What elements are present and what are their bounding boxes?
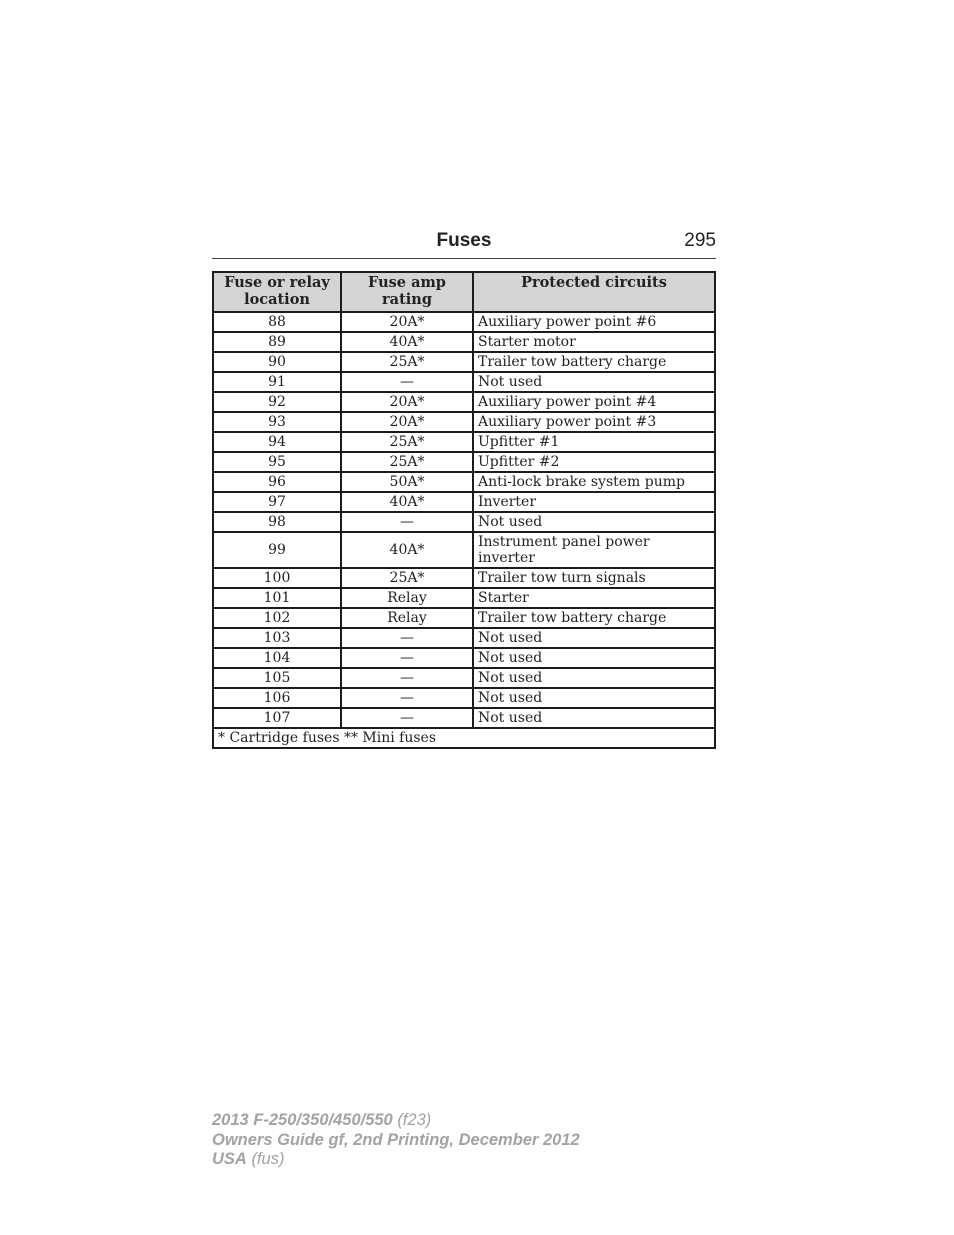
footer-model: 2013 F-250/350/450/550 bbox=[212, 1111, 393, 1129]
table-row bbox=[213, 628, 715, 648]
table-header-row bbox=[213, 272, 715, 312]
cell-location: 97 bbox=[213, 492, 341, 512]
table-row bbox=[213, 708, 715, 728]
cell-location: 93 bbox=[213, 412, 341, 432]
table-row bbox=[213, 688, 715, 708]
cell-location: 90 bbox=[213, 352, 341, 372]
cell-location: 101 bbox=[213, 588, 341, 608]
column-header-amp-rating: Fuse amp rating bbox=[341, 272, 473, 312]
cell-amp-rating: — bbox=[341, 372, 473, 392]
cell-amp-rating: — bbox=[341, 628, 473, 648]
cell-amp-rating: 25A* bbox=[341, 432, 473, 452]
cell-amp-rating: Relay bbox=[341, 608, 473, 628]
cell-protected-circuit: Trailer tow battery charge bbox=[473, 608, 715, 628]
table-row bbox=[213, 352, 715, 372]
footer-line-3 bbox=[212, 1150, 580, 1170]
table-row bbox=[213, 608, 715, 628]
cell-protected-circuit: Auxiliary power point #3 bbox=[473, 412, 715, 432]
table-row bbox=[213, 492, 715, 512]
table-row bbox=[213, 648, 715, 668]
cell-location: 95 bbox=[213, 452, 341, 472]
page-header bbox=[212, 228, 716, 259]
table-row bbox=[213, 568, 715, 588]
cell-protected-circuit: Not used bbox=[473, 372, 715, 392]
cell-location: 105 bbox=[213, 668, 341, 688]
column-header-protected-circuits: Protected circuits bbox=[473, 272, 715, 312]
page-footer bbox=[212, 1111, 580, 1170]
table-row bbox=[213, 512, 715, 532]
table-footnote: * Cartridge fuses ** Mini fuses bbox=[213, 728, 715, 748]
cell-protected-circuit: Anti-lock brake system pump bbox=[473, 472, 715, 492]
cell-protected-circuit: Not used bbox=[473, 628, 715, 648]
cell-amp-rating: 25A* bbox=[341, 568, 473, 588]
cell-location: 107 bbox=[213, 708, 341, 728]
table-row bbox=[213, 532, 715, 568]
cell-amp-rating: Relay bbox=[341, 588, 473, 608]
cell-amp-rating: — bbox=[341, 708, 473, 728]
cell-protected-circuit: Not used bbox=[473, 708, 715, 728]
table-row bbox=[213, 392, 715, 412]
cell-protected-circuit: Upfitter #2 bbox=[473, 452, 715, 472]
table-row bbox=[213, 312, 715, 332]
cell-location: 94 bbox=[213, 432, 341, 452]
footer-model-code: (f23) bbox=[397, 1111, 432, 1129]
table-footnote-row bbox=[213, 728, 715, 748]
table-body bbox=[213, 312, 715, 728]
column-header-location: Fuse or relay location bbox=[213, 272, 341, 312]
cell-location: 96 bbox=[213, 472, 341, 492]
cell-amp-rating: 50A* bbox=[341, 472, 473, 492]
footer-line-1 bbox=[212, 1111, 580, 1131]
cell-amp-rating: — bbox=[341, 688, 473, 708]
cell-amp-rating: 20A* bbox=[341, 412, 473, 432]
cell-location: 88 bbox=[213, 312, 341, 332]
cell-protected-circuit: Not used bbox=[473, 512, 715, 532]
table-row bbox=[213, 472, 715, 492]
cell-location: 91 bbox=[213, 372, 341, 392]
table-row bbox=[213, 412, 715, 432]
cell-protected-circuit: Starter motor bbox=[473, 332, 715, 352]
cell-protected-circuit: Instrument panel power inverter bbox=[473, 532, 715, 568]
footer-edition: Owners Guide gf, 2nd Printing, December 2012 bbox=[212, 1130, 580, 1149]
table-row bbox=[213, 668, 715, 688]
cell-location: 104 bbox=[213, 648, 341, 668]
cell-amp-rating: — bbox=[341, 648, 473, 668]
cell-amp-rating: — bbox=[341, 512, 473, 532]
cell-protected-circuit: Not used bbox=[473, 668, 715, 688]
cell-amp-rating: 20A* bbox=[341, 312, 473, 332]
cell-amp-rating: 40A* bbox=[341, 532, 473, 568]
table-row bbox=[213, 372, 715, 392]
cell-amp-rating: 20A* bbox=[341, 392, 473, 412]
cell-amp-rating: 40A* bbox=[341, 332, 473, 352]
table-row bbox=[213, 452, 715, 472]
footer-market: USA bbox=[212, 1150, 247, 1168]
cell-location: 102 bbox=[213, 608, 341, 628]
table-row bbox=[213, 432, 715, 452]
cell-amp-rating: 25A* bbox=[341, 452, 473, 472]
cell-location: 106 bbox=[213, 688, 341, 708]
table-row bbox=[213, 588, 715, 608]
cell-protected-circuit: Inverter bbox=[473, 492, 715, 512]
cell-location: 100 bbox=[213, 568, 341, 588]
cell-location: 92 bbox=[213, 392, 341, 412]
section-title: Fuses bbox=[436, 230, 492, 251]
footer-line-2 bbox=[212, 1131, 580, 1151]
cell-protected-circuit: Trailer tow battery charge bbox=[473, 352, 715, 372]
footer-market-code: (fus) bbox=[251, 1150, 285, 1168]
cell-protected-circuit: Auxiliary power point #4 bbox=[473, 392, 715, 412]
cell-location: 98 bbox=[213, 512, 341, 532]
table-row bbox=[213, 332, 715, 352]
fuse-table bbox=[212, 271, 716, 749]
page-number: 295 bbox=[684, 230, 716, 251]
cell-location: 103 bbox=[213, 628, 341, 648]
cell-amp-rating: 25A* bbox=[341, 352, 473, 372]
cell-location: 99 bbox=[213, 532, 341, 568]
cell-amp-rating: 40A* bbox=[341, 492, 473, 512]
cell-location: 89 bbox=[213, 332, 341, 352]
cell-protected-circuit: Trailer tow turn signals bbox=[473, 568, 715, 588]
cell-protected-circuit: Starter bbox=[473, 588, 715, 608]
cell-protected-circuit: Not used bbox=[473, 648, 715, 668]
cell-amp-rating: — bbox=[341, 668, 473, 688]
cell-protected-circuit: Upfitter #1 bbox=[473, 432, 715, 452]
cell-protected-circuit: Not used bbox=[473, 688, 715, 708]
cell-protected-circuit: Auxiliary power point #6 bbox=[473, 312, 715, 332]
